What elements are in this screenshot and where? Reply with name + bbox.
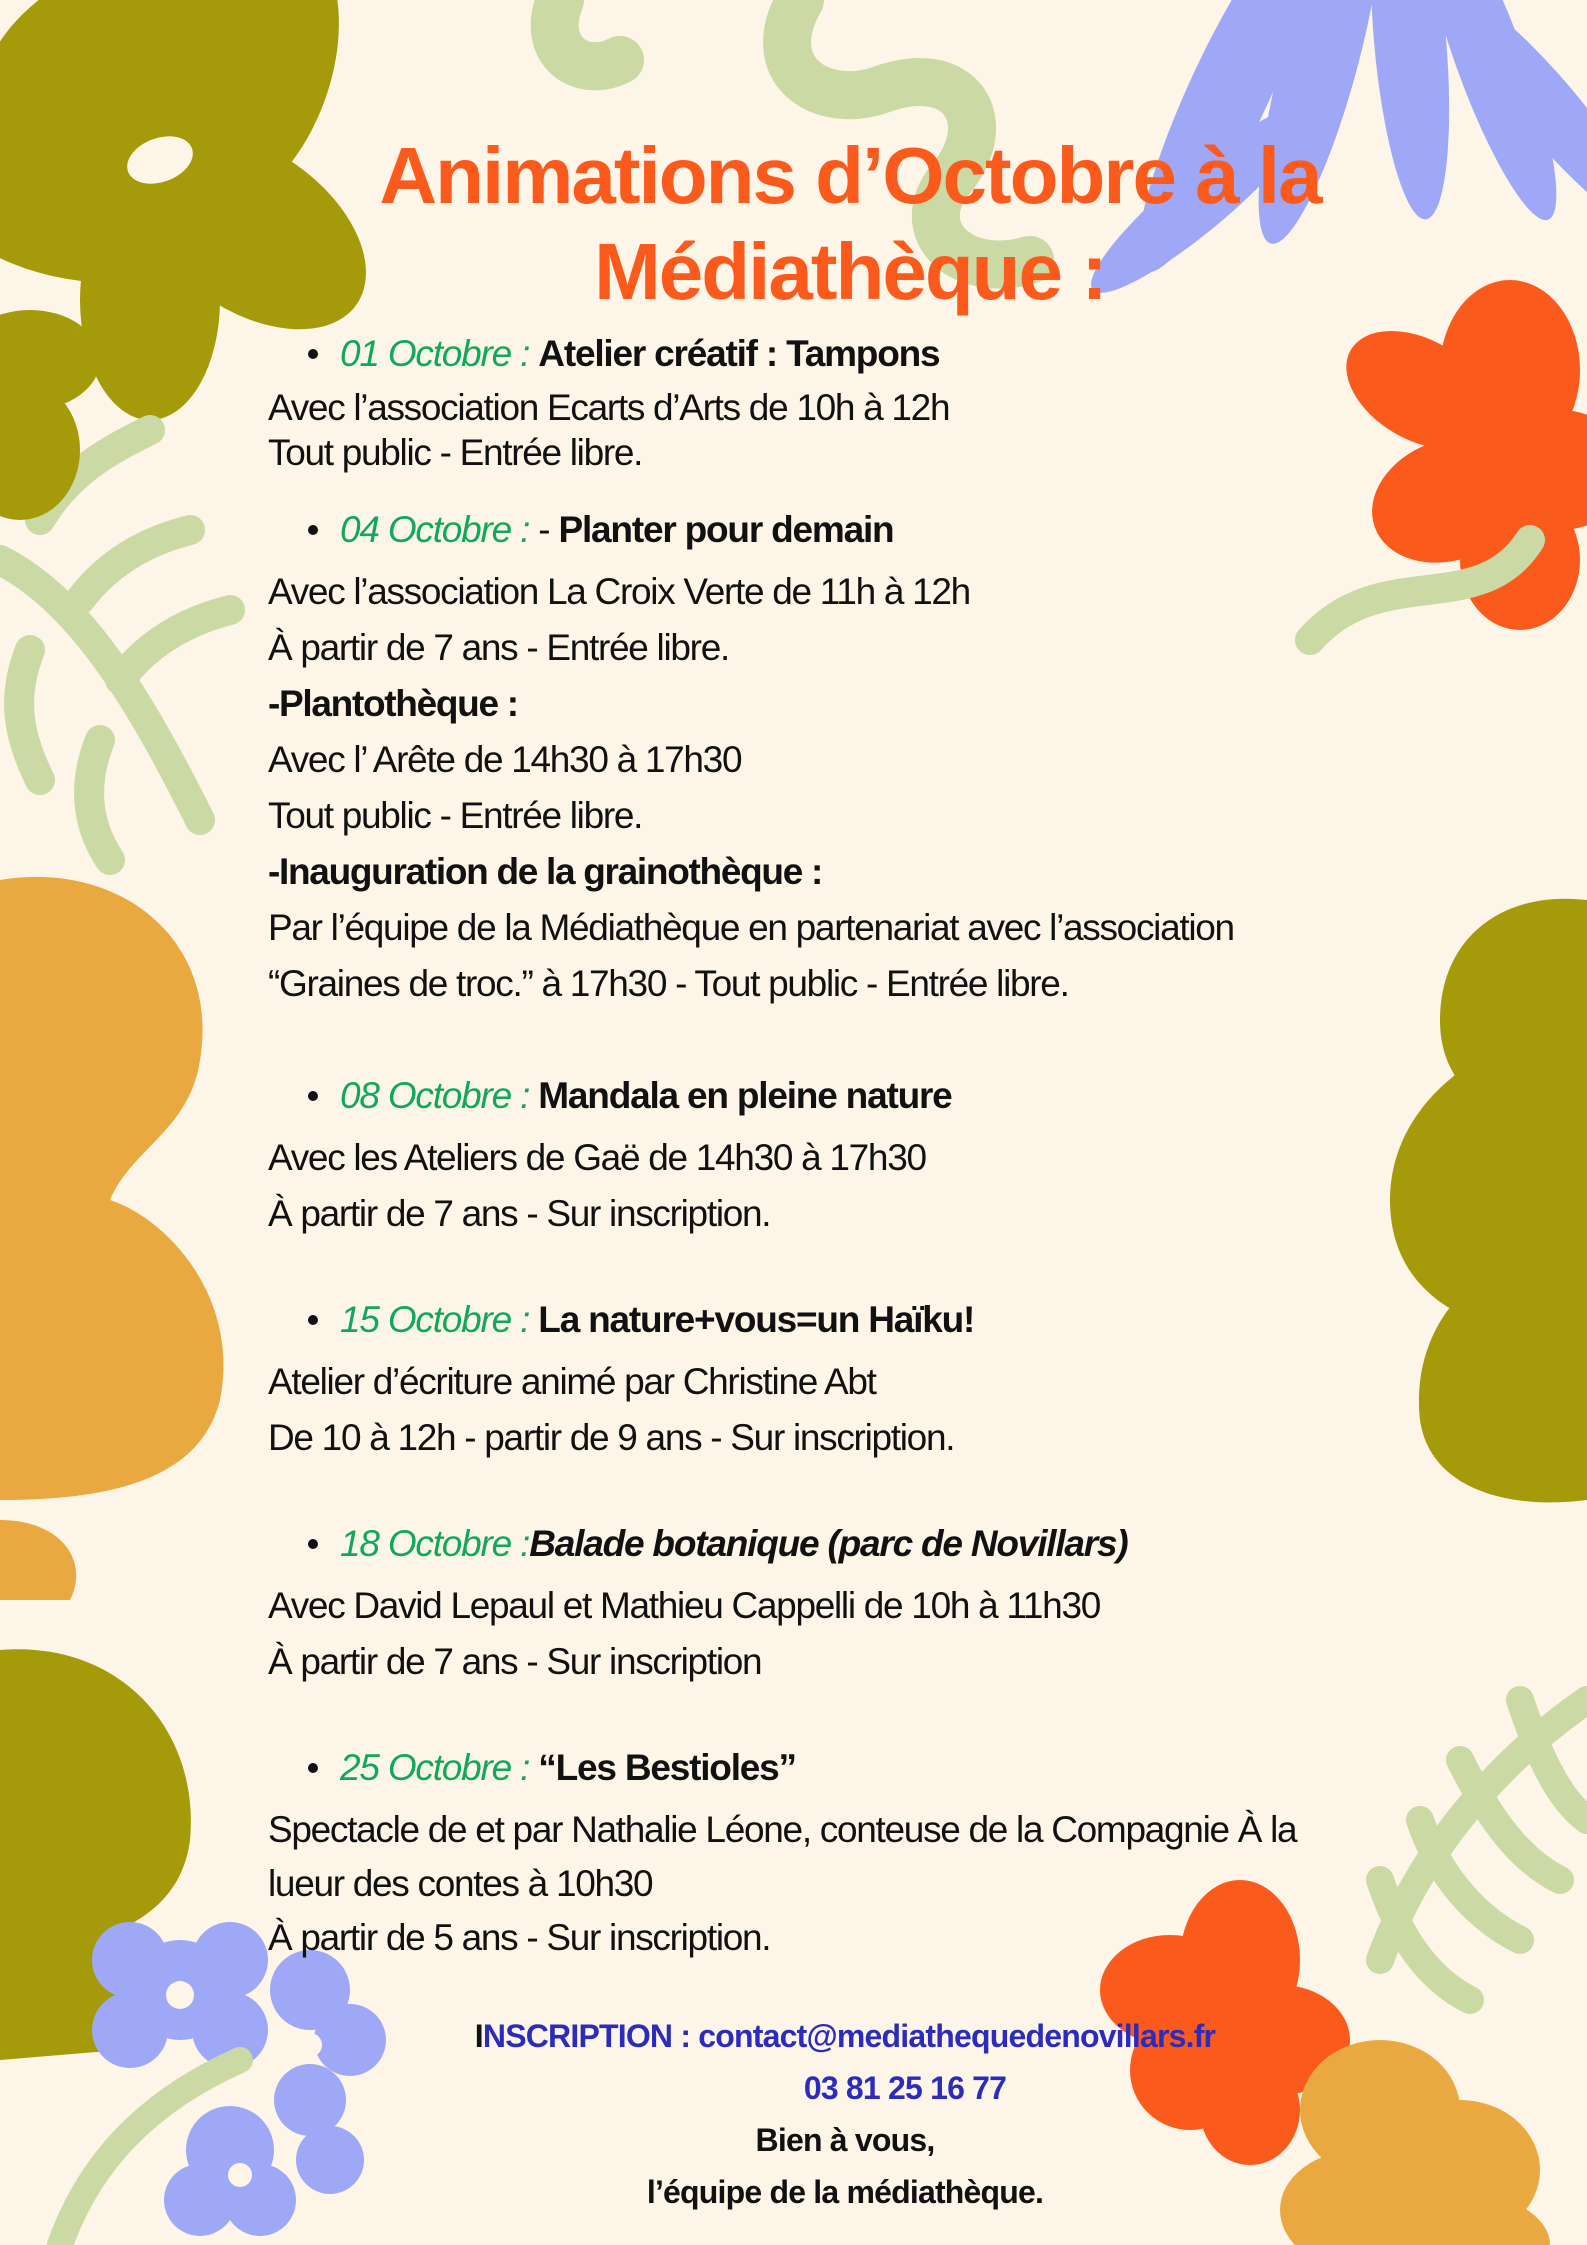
event-date: 08 Octobre : [340,1075,539,1116]
bullet-icon [308,1539,318,1549]
inscription-line [300,2010,1390,2062]
bullet-icon [308,349,318,359]
event-title-prefix: - [538,509,559,550]
event-detail-line: De 10 à 12h - partir de 9 ans - Sur inscription. [268,1417,955,1458]
event-title: Atelier créatif : Tampons [538,333,940,374]
signoff-line-1: Bien à vous, [755,2122,935,2158]
bullet-icon [308,1091,318,1101]
event-detail-line: “Graines de troc.” à 17h30 - Tout public - Entrée libre. [268,963,1069,1004]
event-detail-line: À partir de 7 ans - Sur inscription. [268,1193,771,1234]
event-detail-line: Avec l’ Arête de 14h30 à 17h30 [268,739,742,780]
event-detail-line: Avec l’association Ecarts d’Arts de 10h à 12h [268,387,950,428]
event-detail-line: À partir de 7 ans - Sur inscription [268,1641,762,1682]
event-date: 25 Octobre : [340,1747,539,1788]
event-title: Balade botanique (parc de Novillars) [529,1523,1128,1564]
event-date: 15 Octobre : [340,1299,539,1340]
bullet-icon [308,1315,318,1325]
event-item [268,330,1430,474]
event-subheading: -Inauguration de la grainothèque : [268,851,822,892]
event-heading [268,506,1430,554]
event-heading [268,1296,1430,1344]
event-detail-line: Atelier d’écriture animé par Christine Abt [268,1361,876,1402]
event-date: 18 Octobre : [340,1523,530,1564]
event-subheading: -Plantothèque : [268,683,518,724]
event-title: “Les Bestioles” [538,1747,796,1788]
event-title: La nature+vous=un Haïku! [538,1299,975,1340]
event-detail-line: Avec l’association La Croix Verte de 11h à 12h [268,571,970,612]
event-date: 04 Octobre : [340,509,539,550]
inscription-email-link[interactable]: NSCRIPTION : contact@mediathequedenovillars.fr [482,2018,1216,2054]
inscription-initial: I [474,2018,483,2054]
event-detail-line: Par l’équipe de la Médiathèque en partenariat avec l’association [268,907,1234,948]
event-detail-line: Tout public - Entrée libre. [268,432,643,473]
event-detail-line: À partir de 5 ans - Sur inscription. [268,1917,771,1958]
event-item [268,1744,1430,1966]
event-heading [268,330,1430,378]
event-heading [268,1520,1430,1568]
event-item [268,1296,1430,1466]
title-line-1: Animations d’Octobre à la [379,131,1321,220]
event-title: Mandala en pleine nature [538,1075,952,1116]
signoff-line-2: l’équipe de la médiathèque. [646,2174,1044,2210]
bullet-icon [308,525,318,535]
event-item [268,1072,1430,1242]
event-detail-line: Spectacle de et par Nathalie Léone, conteuse de la Compagnie À la [268,1809,1297,1850]
page-title [270,128,1430,320]
event-date: 01 Octobre : [340,333,539,374]
event-detail-line: Tout public - Entrée libre. [268,795,643,836]
event-detail-line: Avec David Lepaul et Mathieu Cappelli de 10h à 11h30 [268,1585,1100,1626]
event-detail-line: lueur des contes à 10h30 [268,1863,653,1904]
event-heading [268,1072,1430,1120]
event-detail-line: Avec les Ateliers de Gaë de 14h30 à 17h30 [268,1137,926,1178]
phone-number: 03 81 25 16 77 [803,2070,1007,2106]
event-item [268,1520,1430,1690]
event-detail-line: À partir de 7 ans - Entrée libre. [268,627,729,668]
event-item [268,506,1430,1012]
footer [300,2010,1390,2218]
title-line-2: Médiathèque : [594,227,1106,316]
event-heading [268,1744,1430,1792]
bullet-icon [308,1763,318,1773]
event-title: Planter pour demain [558,509,894,550]
